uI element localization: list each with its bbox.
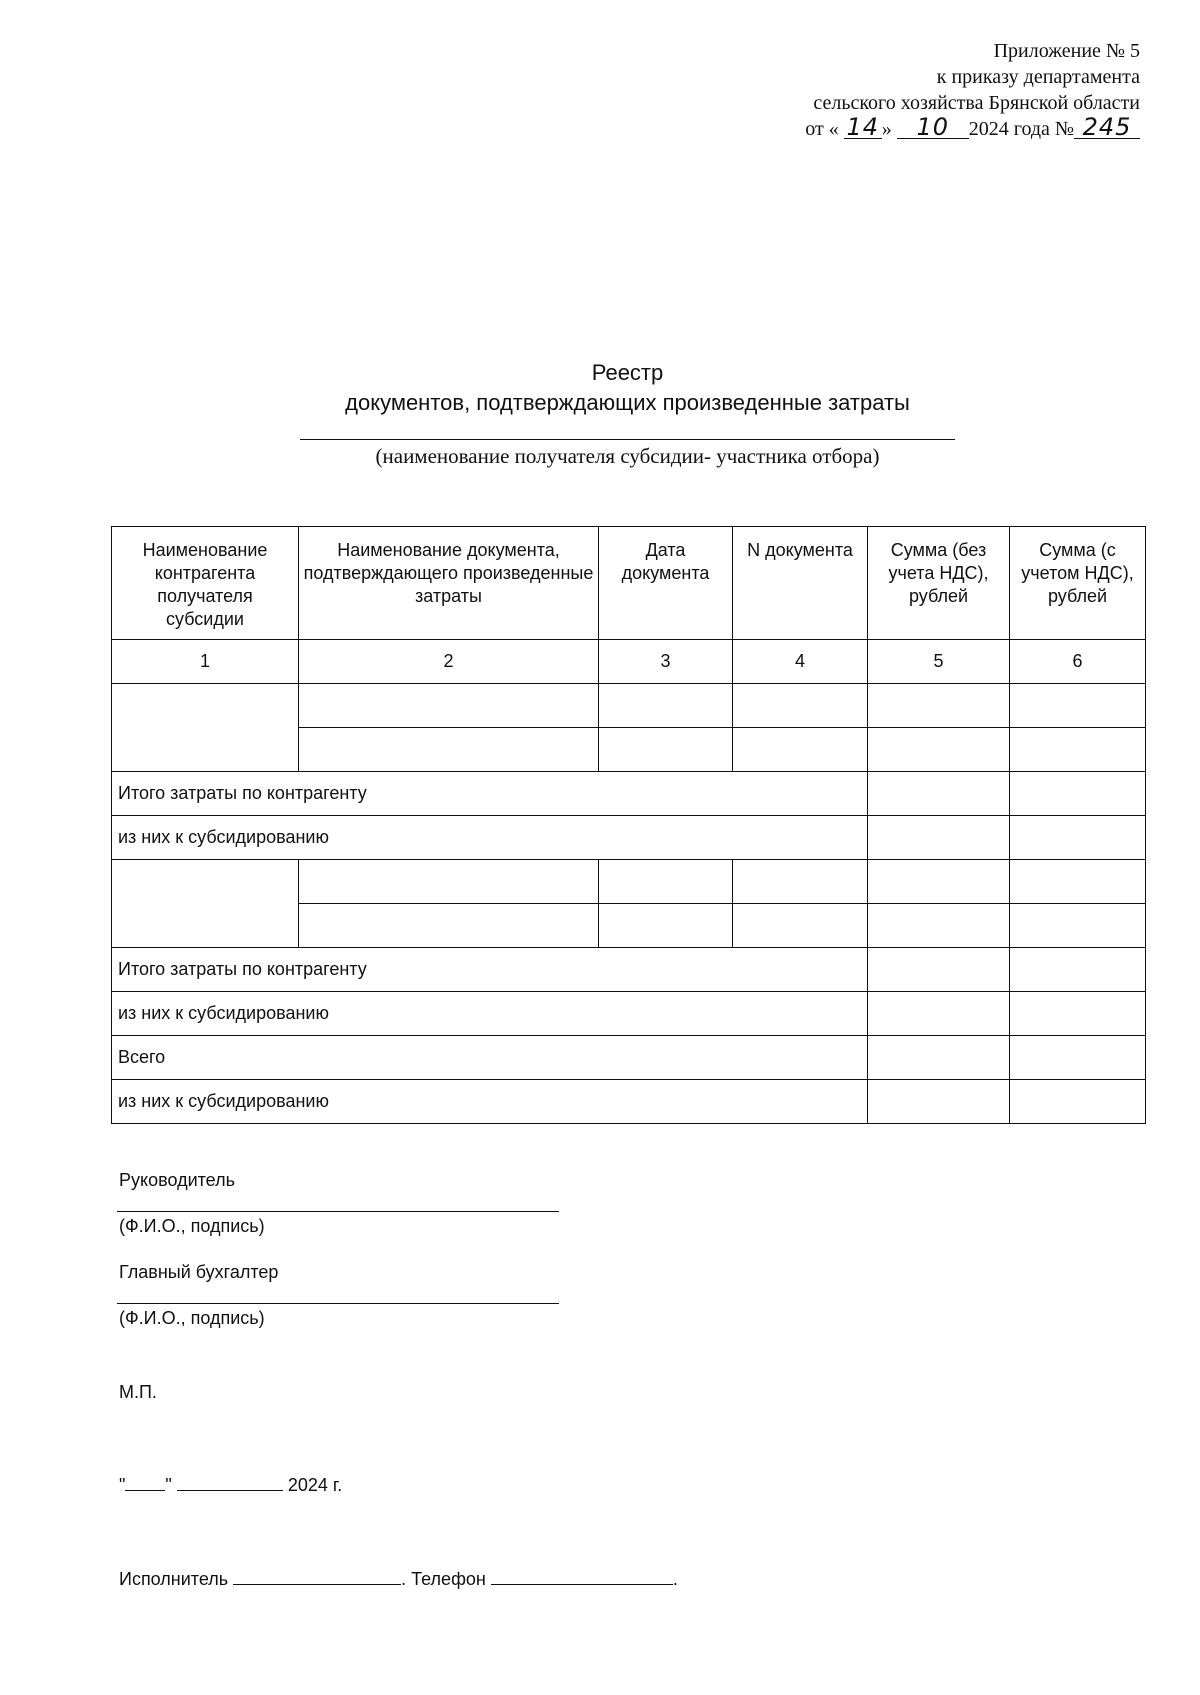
month-blank: [177, 1474, 283, 1491]
column-number: 5: [868, 640, 1010, 684]
column-number: 4: [733, 640, 868, 684]
appendix-header: [720, 38, 1140, 142]
subsidized-row: [112, 992, 1146, 1036]
order-number: 245: [1074, 116, 1140, 139]
chief-accountant-fio-caption: (Ф.И.О., подпись): [119, 1308, 265, 1328]
date-year: 2024 г.: [287, 1475, 343, 1495]
table-cell: [1010, 904, 1146, 948]
table-row: [112, 684, 1146, 728]
head-label: Руководитель: [119, 1170, 235, 1190]
table-cell: [1010, 1036, 1146, 1080]
table-cell: [1010, 772, 1146, 816]
document-title: [0, 358, 1200, 418]
table-cell: [599, 684, 733, 728]
executor-blank: [233, 1568, 401, 1585]
column-number: 2: [299, 640, 599, 684]
registry-table: [111, 526, 1146, 1124]
header-document-name: Наименование документа, подтверждающего произведенные затраты: [299, 527, 599, 640]
table-header-row: [112, 527, 1146, 640]
appendix-department: сельского хозяйства Брянской области: [813, 92, 1140, 114]
contractor-total-label: Итого затраты по контрагенту: [112, 772, 868, 816]
appendix-number: Приложение № 5: [993, 40, 1140, 62]
table-cell: [868, 904, 1010, 948]
table-cell: [299, 904, 599, 948]
table-cell: [299, 860, 599, 904]
head-signature-line: [117, 1211, 559, 1212]
executor-line: Исполнитель . Телефон .: [119, 1569, 678, 1589]
table-cell: [868, 1080, 1010, 1124]
chief-accountant-label: Главный бухгалтер: [119, 1262, 279, 1282]
table-cell: [868, 816, 1010, 860]
table-cell: [868, 948, 1010, 992]
table-cell: [599, 728, 733, 772]
table-cell: [733, 684, 868, 728]
header-document-date: Дата документа: [599, 527, 733, 640]
table-cell: [1010, 860, 1146, 904]
table-row: [112, 860, 1146, 904]
recipient-name-line: [300, 439, 955, 440]
order-month: 10: [897, 116, 969, 139]
column-number-row: [112, 640, 1146, 684]
header-contractor: Наименование контрагента получателя субсидии: [112, 527, 299, 640]
contractor-total-label: Итого затраты по контрагенту: [112, 948, 868, 992]
executor-label: Исполнитель: [119, 1569, 229, 1589]
title-line-2: документов, подтверждающих произведенные затраты: [345, 390, 910, 415]
recipient-caption: (наименование получателя субсидии- участника отбора): [375, 444, 880, 468]
table-cell: [733, 860, 868, 904]
column-number: 6: [1010, 640, 1146, 684]
grand-total-row: [112, 1036, 1146, 1080]
table-cell: [1010, 816, 1146, 860]
column-number: 1: [112, 640, 299, 684]
subsidized-label: из них к субсидированию: [112, 992, 868, 1036]
subsidized-row: [112, 816, 1146, 860]
table-cell: [1010, 684, 1146, 728]
date-line: " " 2024 г.: [119, 1475, 343, 1495]
appendix-order-ref: к приказу департамента: [936, 66, 1140, 88]
table-cell: [868, 992, 1010, 1036]
table-cell: [868, 684, 1010, 728]
header-document-number: N документа: [733, 527, 868, 640]
grand-subsidized-row: [112, 1080, 1146, 1124]
order-day: 14: [844, 116, 882, 139]
table-cell: [1010, 992, 1146, 1036]
appendix-date-line: от « 14 » 10 2024 года № 245: [720, 116, 1140, 142]
table-cell: [1010, 1080, 1146, 1124]
table-cell: [1010, 948, 1146, 992]
header-sum-without-vat: Сумма (без учета НДС), рублей: [868, 527, 1010, 640]
subsidized-label: из них к субсидированию: [112, 816, 868, 860]
grand-total-label: Всего: [112, 1036, 868, 1080]
phone-label: . Телефон: [401, 1569, 486, 1589]
stamp-place: М.П.: [119, 1382, 157, 1402]
table-cell: [868, 728, 1010, 772]
title-line-1: Реестр: [591, 360, 664, 385]
contractor-total-row: [112, 948, 1146, 992]
contractor-total-row: [112, 772, 1146, 816]
grand-subsidized-label: из них к субсидированию: [112, 1080, 868, 1124]
day-blank: [125, 1474, 165, 1491]
table-cell: [1010, 728, 1146, 772]
table-cell: [599, 904, 733, 948]
header-sum-with-vat: Сумма (с учетом НДС), рублей: [1010, 527, 1146, 640]
table-cell: [868, 1036, 1010, 1080]
table-cell: [868, 772, 1010, 816]
phone-blank: [491, 1568, 673, 1585]
table-cell: [299, 684, 599, 728]
head-fio-caption: (Ф.И.О., подпись): [119, 1216, 265, 1236]
contractor-cell: [112, 860, 299, 948]
table-cell: [299, 728, 599, 772]
table-cell: [868, 860, 1010, 904]
table-cell: [733, 904, 868, 948]
order-year: 2024 года №: [968, 118, 1074, 140]
contractor-cell: [112, 684, 299, 772]
table-cell: [733, 728, 868, 772]
table-cell: [599, 860, 733, 904]
column-number: 3: [599, 640, 733, 684]
chief-accountant-signature-line: [117, 1303, 559, 1304]
